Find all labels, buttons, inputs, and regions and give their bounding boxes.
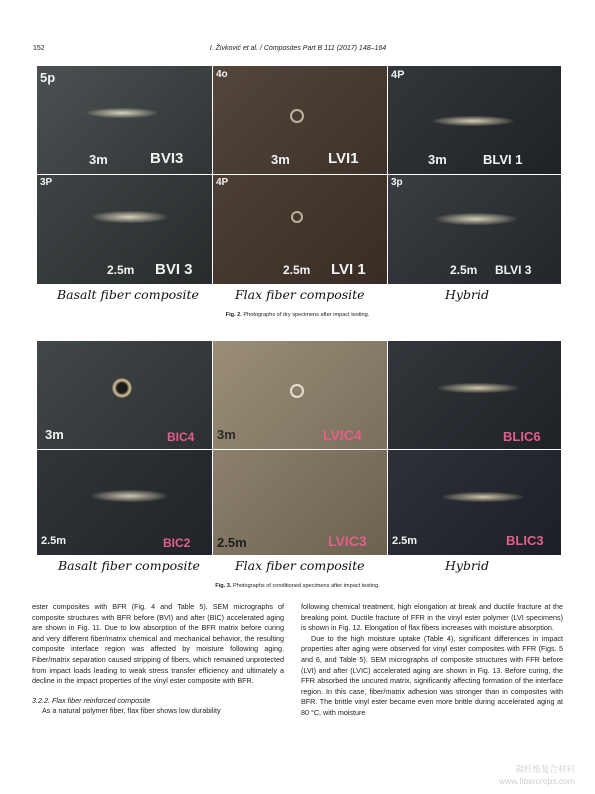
specimen-id: BLVI 1 [483, 152, 523, 167]
fig3-label-flax: Flax fiber composite [235, 558, 365, 573]
page-number: 152 [33, 45, 45, 52]
figure-3 [37, 341, 561, 555]
photo-hybrid-dry-1 [388, 66, 561, 174]
specimen-mark: 4o [216, 69, 228, 80]
impact-damage [92, 211, 167, 223]
specimen-mark: 3m [217, 427, 236, 442]
watermark-url: www.fibercrops.com [498, 776, 575, 786]
fig2-label-basalt: Basalt fiber composite [57, 287, 199, 302]
photo-hybrid-cond-1 [388, 341, 561, 449]
specimen-id: BIC4 [167, 430, 195, 444]
body-right-column [301, 602, 563, 719]
specimen-mark: 2.5m [392, 535, 418, 547]
specimen-mark: 2.5m [450, 263, 478, 277]
caption-label: Fig. 3. [215, 583, 232, 589]
specimen-mark: 4P [216, 177, 229, 188]
photo-basalt-dry-2 [37, 175, 212, 284]
figure-2 [37, 66, 561, 284]
caption-text: Photographs of conditioned specimens after impact testing. [232, 583, 380, 589]
impact-damage [438, 383, 518, 393]
photo-basalt-cond-2 [37, 450, 212, 555]
photo-flax-cond-1 [213, 341, 387, 449]
photo-basalt-dry-1 [37, 66, 212, 174]
impact-damage [112, 378, 132, 398]
specimen-id: BLIC6 [503, 429, 541, 444]
specimen-id: LVI1 [328, 150, 359, 167]
specimen-mark: 3m [428, 152, 447, 167]
impact-damage [443, 492, 523, 502]
paragraph: As a natural polymer fiber, flax fiber shows low durability [42, 706, 221, 716]
figure-2-caption [0, 312, 595, 318]
specimen-id: LVIC3 [328, 533, 367, 549]
specimen-id: BVI3 [150, 150, 184, 167]
specimen-id: LVI 1 [331, 261, 366, 278]
photo-flax-cond-2 [213, 450, 387, 555]
caption-label: Fig. 2. [225, 312, 242, 318]
specimen-id: BIC2 [163, 536, 191, 550]
photo-flax-dry-1 [213, 66, 387, 174]
specimen-id: LVIC4 [323, 427, 362, 443]
specimen-mark: 3m [271, 152, 290, 167]
impact-damage [92, 490, 167, 502]
specimen-mark: 4P [391, 69, 405, 81]
watermark [499, 763, 575, 787]
specimen-mark: 2.5m [107, 263, 135, 277]
specimen-id: BVI 3 [155, 261, 193, 278]
specimen-mark: 3P [40, 177, 53, 188]
paragraph: ester composites with BFR (Fig. 4 and Table 5). SEM micrographs of composite structures with BFR before (BVI) and after (BIC) accelerated aging are shown in Fig. 11. Due to low absorption of the BFR matrix before curing and very different fiber/matrix chemical and mechanical behavior, the resulting composite interface region was affected by moisture following aging. Fiber/matrix separation caused stripping of fibers, which remained unprotected from impact loads leading to weak stress transfer efficiency and ultimately a decline in the impact properties of the vinyl ester composite with BFR. [32, 602, 284, 686]
journal-reference: I. Živković et al. / Composites Part B 111 (2017) 148–164 [209, 45, 387, 52]
fig3-label-hybrid: Hybrid [445, 558, 489, 573]
figure-3-caption [0, 583, 595, 589]
paragraph: Due to the high moisture uptake (Table 4), significant differences in impact properties after aging were observed for vinyl ester composites with FFR (Figs. 5 and 6, and Table 5). SEM micrographs of composite structures with FFR before (LVI) and after (LVIC) accelerated aging are shown in Fig. 13. Before curing, the FFR absorbed the uncured matrix, significantly affecting formation of the interface region. In this case, fiber/matrix adhesion was stronger than in composites with BFR. The brittle vinyl ester became even more brittle during accelerated aging at 80 °C, with moisture [301, 633, 563, 717]
specimen-mark: 3m [45, 427, 64, 442]
specimen-mark: 2.5m [41, 535, 67, 547]
specimen-id: BLVI 3 [495, 263, 532, 277]
specimen-mark: 5p [40, 70, 56, 85]
photo-hybrid-dry-2 [388, 175, 561, 284]
caption-text: Photographs of dry specimens after impact testing. [243, 312, 370, 318]
watermark-text: 碳纤维复合材料 [515, 764, 575, 774]
impact-damage [290, 109, 304, 123]
body-left-column [32, 602, 284, 717]
specimen-mark: 2.5m [217, 535, 247, 550]
specimen-mark: 2.5m [283, 263, 311, 277]
running-header [33, 45, 563, 57]
fig2-label-flax: Flax fiber composite [235, 287, 365, 302]
section-heading: 3.2.2. Flax fiber reinforced composite [32, 695, 151, 705]
specimen-id: BLIC3 [506, 533, 544, 548]
impact-damage [433, 116, 513, 126]
specimen-mark: 3p [391, 177, 403, 188]
impact-damage [87, 108, 157, 118]
impact-damage [436, 213, 516, 225]
paragraph: following chemical treatment, high elongation at break and ductile fracture at the breaking point. Ductile fracture of FFR in the vinyl ester polymer (LVI specimens) is shown in Fig. 12. Elongation of flax fibers increases with moisture absorption. [301, 602, 563, 633]
fig3-label-basalt: Basalt fiber composite [58, 558, 200, 573]
photo-hybrid-cond-2 [388, 450, 561, 555]
photo-flax-dry-2 [213, 175, 387, 284]
fig2-label-hybrid: Hybrid [445, 287, 489, 302]
specimen-mark: 3m [89, 152, 108, 167]
photo-basalt-cond-1 [37, 341, 212, 449]
impact-damage [290, 384, 304, 398]
impact-damage [291, 211, 303, 223]
